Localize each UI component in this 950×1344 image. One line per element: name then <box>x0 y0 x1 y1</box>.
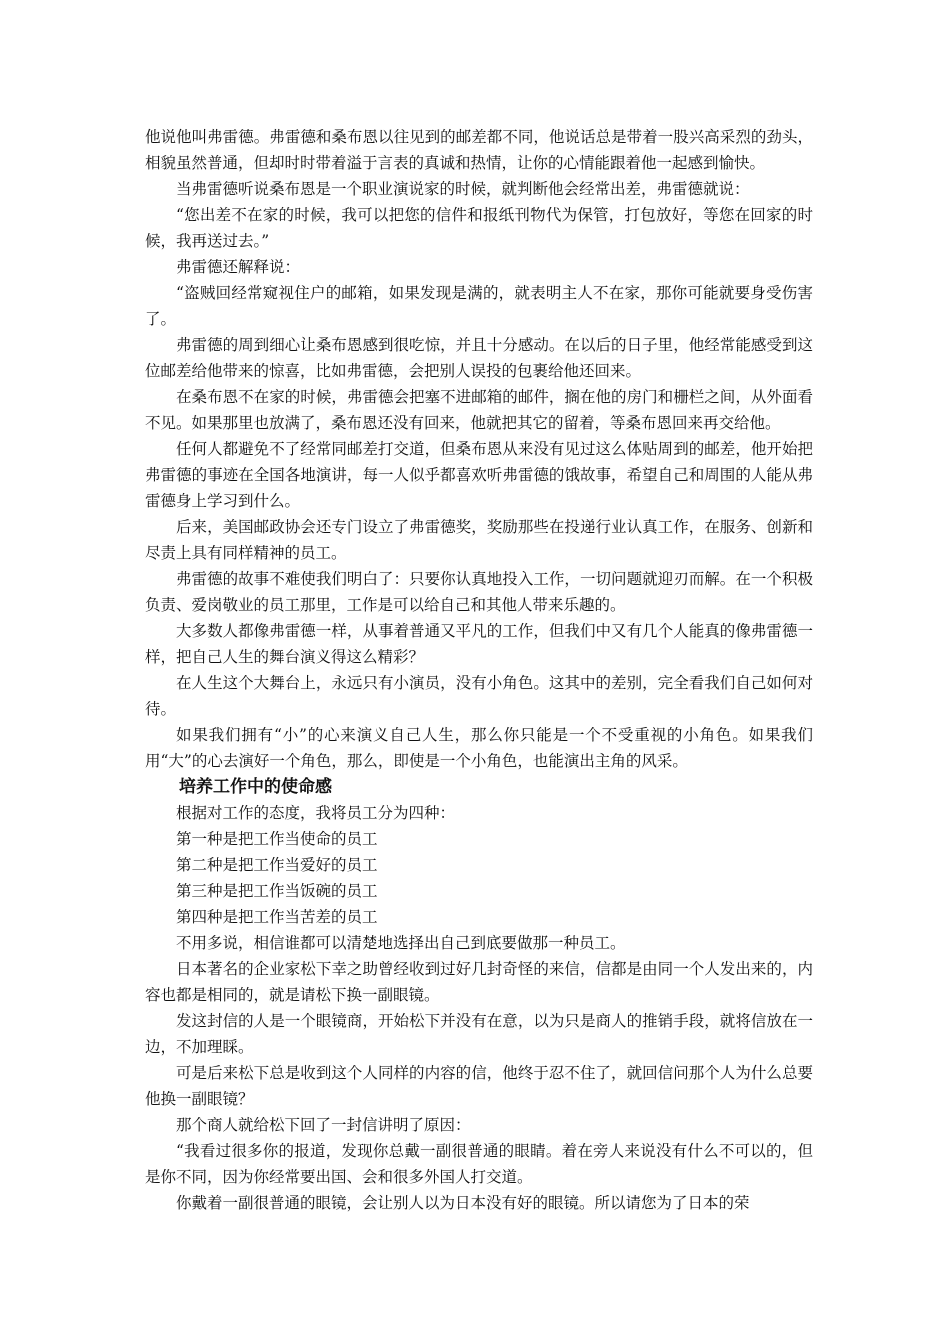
paragraph: 他说他叫弗雷德。弗雷德和桑布恩以往见到的邮差都不同，他说话总是带着一股兴高采烈的劲头，相貌虽然普通，但却时时带着溢于言表的真诚和热情，让你的心情能跟着他一起感到愉快。 <box>145 128 813 172</box>
list-item: 第四种是把工作当苦差的员工 <box>176 908 378 926</box>
paragraph: 弗雷德的周到细心让桑布恩感到很吃惊，并且十分感动。在以后的日子里，他经常能感受到这位邮差给他带来的惊喜，比如弗雷德，会把别人误投的包裹给他还回来。 <box>145 336 813 380</box>
section-heading: 培养工作中的使命感 <box>179 777 332 797</box>
paragraph: 当弗雷德听说桑布恩是一个职业演说家的时候，就判断他会经常出差，弗雷德就说： <box>176 180 750 198</box>
body-text-after <box>145 800 813 1216</box>
body-text-before <box>145 124 813 774</box>
paragraph: “您出差不在家的时候，我可以把您的信件和报纸刊物代为保管，打包放好，等您在回家的时候，我再送过去。” <box>145 206 813 250</box>
paragraph: 弗雷德的故事不难使我们明白了：只要你认真地投入工作，一切问题就迎刃而解。在一个积极负责、爱岗敬业的员工那里，工作是可以给自己和其他人带来乐趣的。 <box>145 570 813 614</box>
paragraph: “盗贼回经常窥视住户的邮箱，如果发现是满的，就表明主人不在家，那你可能就要身受伤害了。 <box>145 284 813 328</box>
paragraph: 在人生这个大舞台上，永远只有小演员，没有小角色。这其中的差别，完全看我们自己如何对待。 <box>145 674 813 718</box>
paragraph: “我看过很多你的报道，发现你总戴一副很普通的眼睛。着在旁人来说没有什么不可以的，但是你不同，因为你经常要出国、会和很多外国人打交道。 <box>145 1142 813 1186</box>
list-item: 第三种是把工作当饭碗的员工 <box>176 882 378 900</box>
paragraph: 不用多说，相信谁都可以清楚地选择出自己到底要做那一种员工。 <box>176 934 626 952</box>
paragraph: 后来，美国邮政协会还专门设立了弗雷德奖，奖励那些在投递行业认真工作，在服务、创新和尽责上具有同样精神的员工。 <box>145 518 813 562</box>
paragraph: 根据对工作的态度，我将员工分为四种： <box>176 804 456 822</box>
paragraph: 任何人都避免不了经常同邮差打交道，但桑布恩从来没有见过这么体贴周到的邮差，他开始把弗雷德的事迹在全国各地演讲，每一人似乎都喜欢听弗雷德的饿故事，希望自己和周围的人能从弗雷德身上学习到什么。 <box>145 440 813 510</box>
paragraph: 大多数人都像弗雷德一样，从事着普通又平凡的工作，但我们中又有几个人能真的像弗雷德一样，把自己人生的舞台演义得这么精彩？ <box>145 622 813 666</box>
paragraph: 可是后来松下总是收到这个人同样的内容的信，他终于忍不住了，就回信问那个人为什么总要他换一副眼镜？ <box>145 1064 813 1108</box>
list-item: 第二种是把工作当爱好的员工 <box>176 856 378 874</box>
paragraph: 你戴着一副很普通的眼镜，会让别人以为日本没有好的眼镜。所以请您为了日本的荣 <box>176 1194 750 1212</box>
paragraph: 如果我们拥有“小”的心来演义自己人生，那么你只能是一个不受重视的小角色。如果我们用“大”的心去演好一个角色，那么，即使是一个小角色，也能演出主角的风采。 <box>145 726 813 770</box>
paragraph: 发这封信的人是一个眼镜商，开始松下并没有在意，以为只是商人的推销手段，就将信放在一边，不加理睬。 <box>145 1012 813 1056</box>
document-page <box>145 124 813 1216</box>
paragraph: 弗雷德还解释说： <box>176 258 301 276</box>
list-item: 第一种是把工作当使命的员工 <box>176 830 378 848</box>
paragraph: 在桑布恩不在家的时候，弗雷德会把塞不进邮箱的邮件，搁在他的房门和栅栏之间，从外面看不见。如果那里也放满了，桑布恩还没有回来，他就把其它的留着，等桑布恩回来再交给他。 <box>145 388 813 432</box>
paragraph: 那个商人就给松下回了一封信讲明了原因： <box>176 1116 471 1134</box>
paragraph: 日本著名的企业家松下幸之助曾经收到过好几封奇怪的来信，信都是由同一个人发出来的，内容也都是相同的，就是请松下换一副眼镜。 <box>145 960 813 1004</box>
